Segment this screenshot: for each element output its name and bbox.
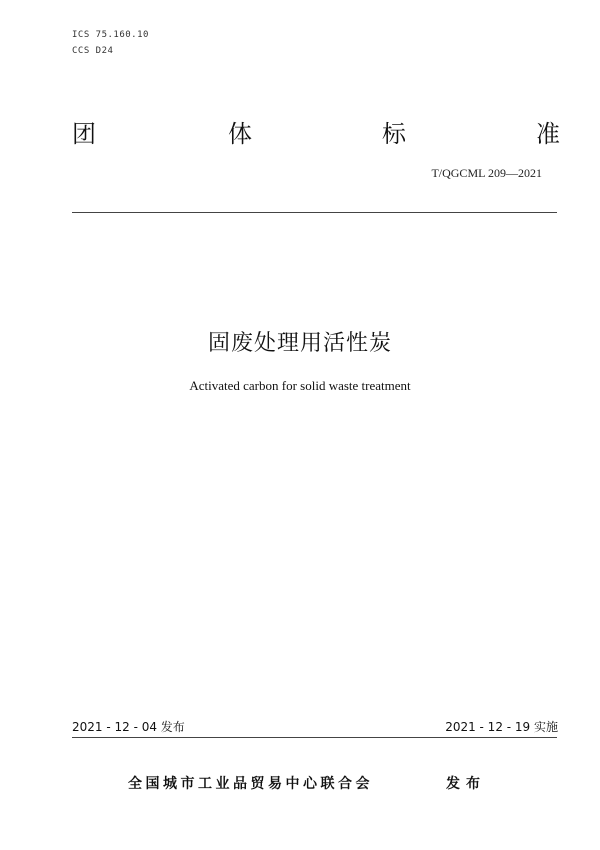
standard-type-char-2: 体 — [228, 120, 252, 148]
standard-type-char-4: 准 — [536, 120, 560, 148]
ics-code: ICS 75.160.10 — [72, 30, 149, 40]
header-divider — [72, 212, 557, 213]
publish-label: 发布 — [446, 776, 486, 792]
standard-type-char-3: 标 — [382, 120, 406, 148]
standard-type-char-1: 团 — [72, 120, 96, 148]
standard-number: T/QGCML 209—2021 — [431, 166, 542, 180]
issue-date: 2021 - 12 - 04 发布 — [72, 720, 185, 734]
implementation-date: 2021 - 12 - 19 实施 — [445, 720, 558, 734]
ccs-code: CCS D24 — [72, 46, 114, 56]
document-title-english: Activated carbon for solid waste treatment — [189, 378, 411, 393]
publisher-name: 全国城市工业品贸易中心联合会 — [128, 776, 373, 792]
document-title-chinese: 固废处理用活性炭 — [207, 331, 392, 356]
footer-divider — [72, 737, 557, 738]
